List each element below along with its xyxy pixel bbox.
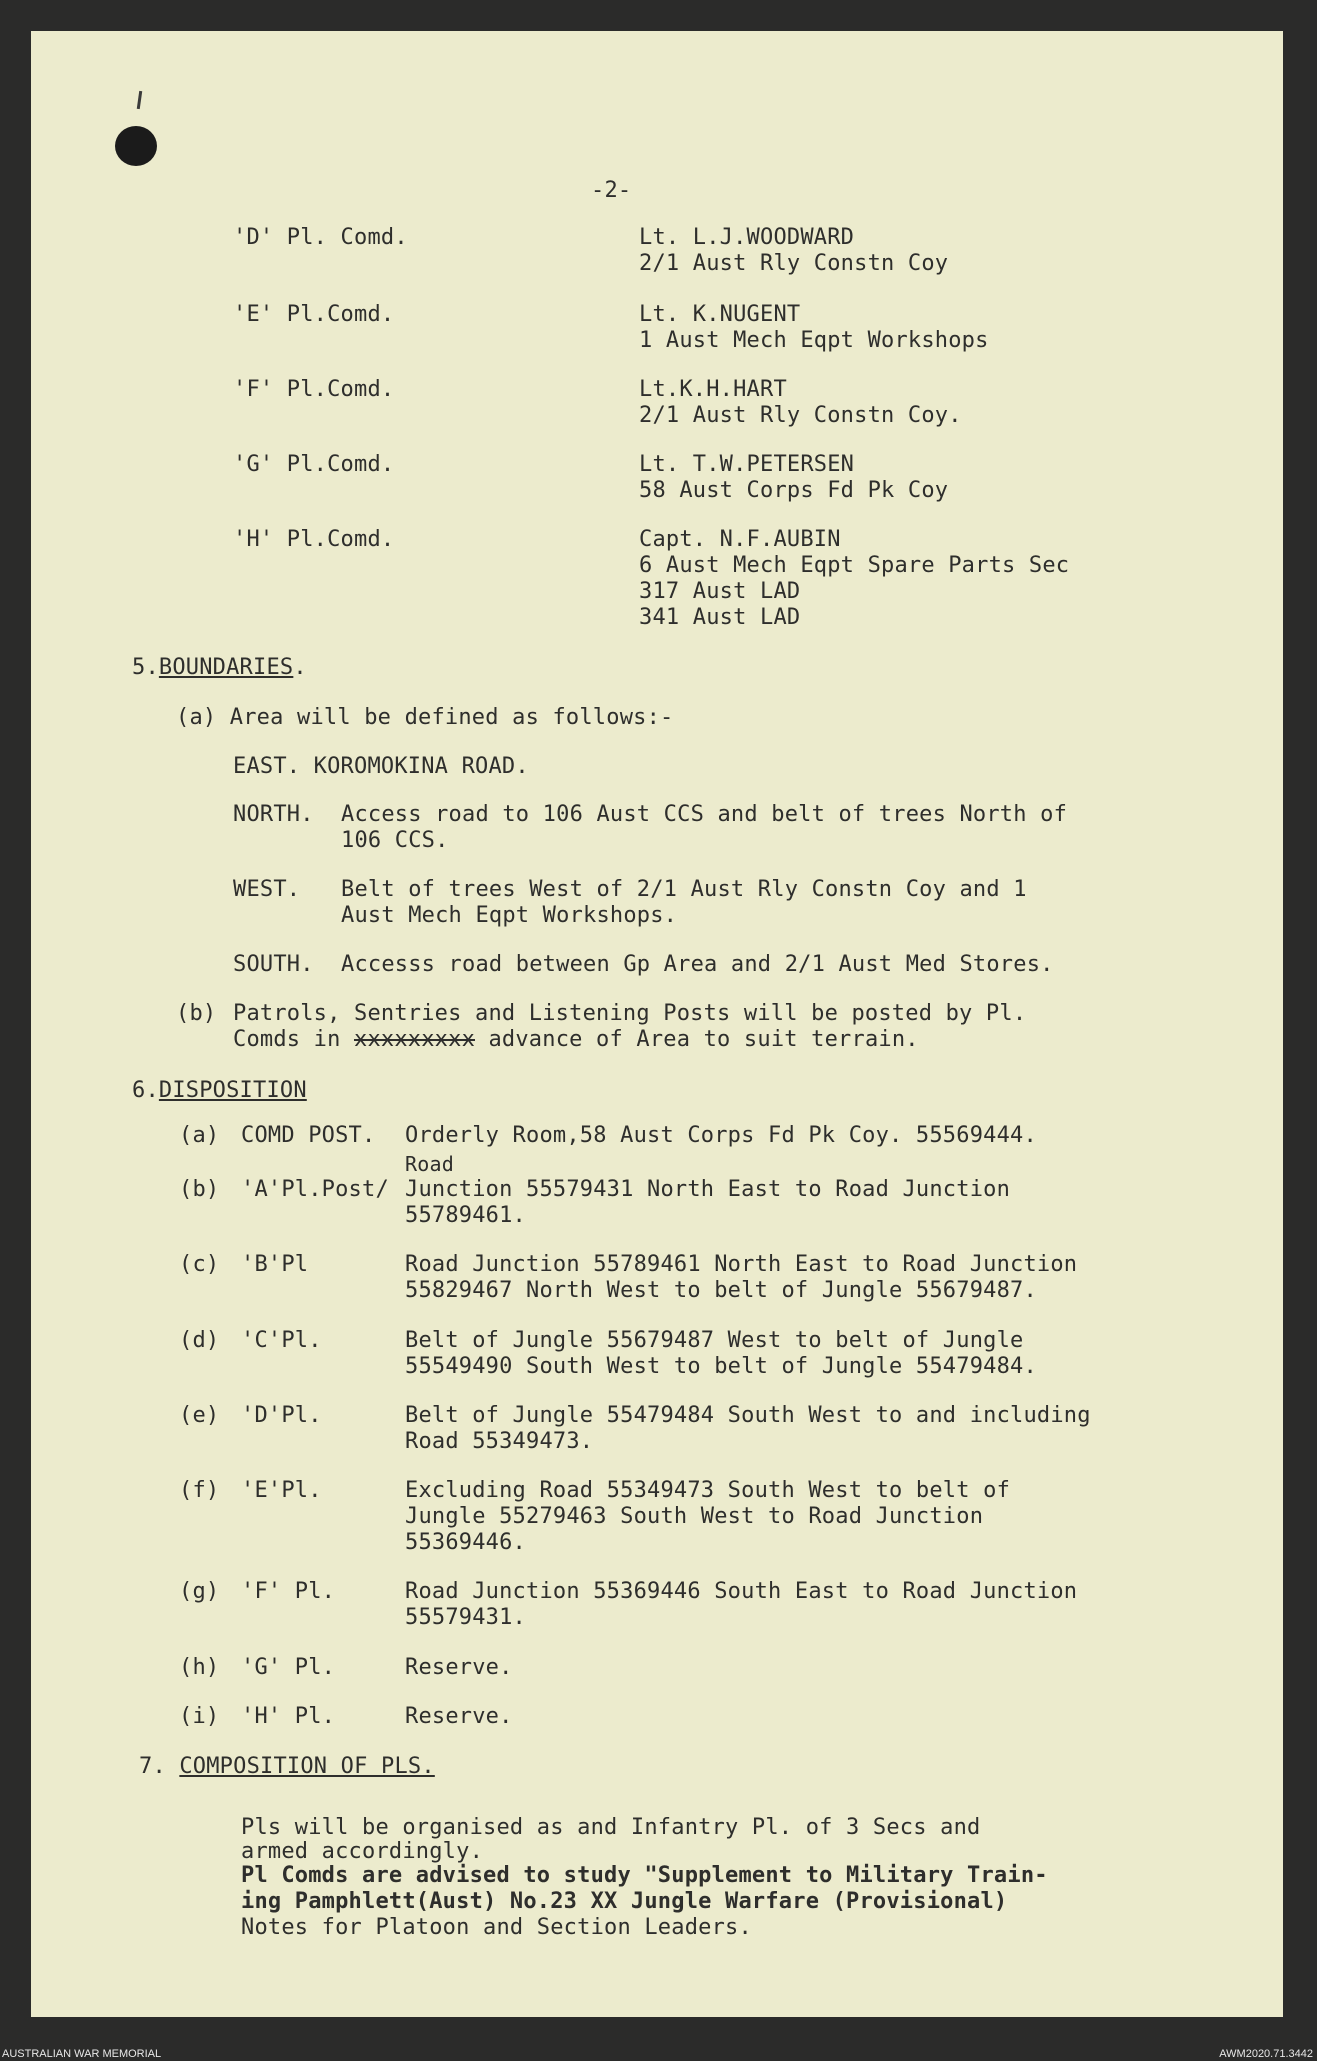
disposition-c-line-2: 55829467 North West to belt of Jungle 55679487. — [405, 1278, 1037, 1303]
disposition-h-line-1: Reserve. — [405, 1655, 513, 1680]
boundaries-b-line-2: Comds in xxxxxxxxx advance of Area to suit terrain. — [233, 1027, 919, 1052]
disposition-d-label: 'C'Pl. — [241, 1328, 322, 1353]
boundary-north-line-1: Access road to 106 Aust CCS and belt of trees North of — [341, 802, 1068, 827]
boundary-west-line-1: Belt of trees West of 2/1 Aust Rly Constn Coy and 1 — [341, 877, 1027, 902]
commander-d-line-1: Lt. L.J.WOODWARD — [639, 225, 855, 250]
document-page — [31, 31, 1283, 2017]
disposition-i-line-1: Reserve. — [405, 1704, 513, 1729]
section-6-title: DISPOSITION — [158, 1078, 307, 1103]
boundary-north-label: NORTH. — [233, 802, 314, 827]
disposition-c-line-1: Road Junction 55789461 North East to Road Junction — [405, 1252, 1078, 1277]
boundaries-b-marker: (b) — [176, 1001, 217, 1026]
commander-label-d: 'D' Pl. Comd. — [233, 225, 408, 250]
composition-line-1: Pls will be organised as and Infantry Pl. of 3 Secs and — [241, 1815, 981, 1840]
disposition-b-label: 'A'Pl.Post/ — [241, 1177, 389, 1202]
disposition-a-label: COMD POST. — [241, 1123, 376, 1148]
page-number: -2- — [591, 178, 632, 203]
disposition-h-label: 'G' Pl. — [241, 1655, 336, 1680]
commander-e-line-2: 1 Aust Mech Eqpt Workshops — [639, 328, 989, 353]
footer-reference: AWM2020.71.3442 — [1219, 2048, 1313, 2060]
commander-label-g: 'G' Pl.Comd. — [233, 452, 395, 477]
disposition-f-line-2: Jungle 55279463 South West to Road Junction — [405, 1504, 984, 1529]
disposition-d-line-1: Belt of Jungle 55679487 West to belt of Jungle — [405, 1328, 1024, 1353]
commander-e-line-1: Lt. K.NUGENT — [639, 302, 801, 327]
boundaries-a-text: (a) Area will be defined as follows:- — [176, 705, 674, 730]
disposition-a-line-1: Orderly Room,58 Aust Corps Fd Pk Coy. 55569444. — [405, 1123, 1037, 1148]
composition-line-4: ing Pamphlett(Aust) No.23 XX Jungle Warfare (Provisional) — [241, 1889, 1008, 1914]
disposition-f-line-1: Excluding Road 55349473 South West to belt of — [405, 1478, 1011, 1503]
disposition-b-line-1: Junction 55579431 North East to Road Junction — [405, 1177, 1011, 1202]
section-7-title: COMPOSITION OF PLS. — [179, 1754, 435, 1779]
pencil-mark — [137, 91, 142, 109]
commander-d-line-2: 2/1 Aust Rly Constn Coy — [639, 251, 949, 276]
disposition-e-label: 'D'Pl. — [241, 1403, 322, 1428]
disposition-e-line-2: Road 55349473. — [405, 1429, 594, 1454]
disposition-b-line-2: 55789461. — [405, 1203, 527, 1228]
disposition-c-label: 'B'Pl — [241, 1252, 309, 1277]
disposition-i-marker: (i) — [179, 1704, 220, 1729]
section-5-title: BOUNDARIES — [158, 655, 294, 680]
composition-line-3: Pl Comds are advised to study "Supplement to Military Train- — [241, 1863, 1048, 1888]
footer-institution: AUSTRALIAN WAR MEMORIAL — [2, 2048, 162, 2060]
section-6-heading — [132, 1078, 307, 1104]
section-6-number: 6. — [132, 1078, 159, 1103]
typed-over-word: xxxxxxxxx — [354, 1027, 476, 1052]
disposition-e-marker: (e) — [179, 1403, 220, 1428]
commander-h-line-2: 6 Aust Mech Eqpt Spare Parts Sec — [639, 553, 1070, 578]
disposition-i-label: 'H' Pl. — [241, 1704, 336, 1729]
commander-f-line-2: 2/1 Aust Rly Constn Coy. — [639, 403, 962, 428]
disposition-a-marker: (a) — [179, 1123, 220, 1148]
disposition-g-line-1: Road Junction 55369446 South East to Road Junction — [405, 1579, 1078, 1604]
punch-hole — [115, 126, 157, 166]
boundary-south-text: Accesss road between Gp Area and 2/1 Aust Med Stores. — [341, 952, 1054, 977]
section-5-number: 5. — [132, 655, 159, 680]
section-5-heading: 5.BOUNDARIES. — [132, 655, 307, 680]
composition-line-2: armed accordingly. — [241, 1839, 484, 1864]
disposition-c-marker: (c) — [179, 1252, 220, 1277]
disposition-f-marker: (f) — [179, 1478, 220, 1503]
disposition-f-label: 'E'Pl. — [241, 1478, 322, 1503]
boundary-east: EAST. KOROMOKINA ROAD. — [233, 754, 529, 779]
disposition-d-line-2: 55549490 South West to belt of Jungle 55479484. — [405, 1354, 1037, 1379]
boundary-west-line-2: Aust Mech Eqpt Workshops. — [341, 903, 678, 928]
disposition-d-marker: (d) — [179, 1328, 220, 1353]
commander-f-line-1: Lt.K.H.HART — [639, 377, 787, 402]
disposition-e-line-1: Belt of Jungle 55479484 South West to and including — [405, 1403, 1091, 1428]
commander-label-h: 'H' Pl.Comd. — [233, 527, 395, 552]
disposition-b-insert: Road — [405, 1152, 454, 1176]
disposition-g-marker: (g) — [179, 1579, 220, 1604]
boundaries-b-line-1: Patrols, Sentries and Listening Posts will be posted by Pl. — [233, 1001, 1027, 1026]
commander-g-line-2: 58 Aust Corps Fd Pk Coy — [639, 478, 949, 503]
composition-line-5: Notes for Platoon and Section Leaders. — [241, 1915, 752, 1940]
commander-h-line-4: 341 Aust LAD — [639, 605, 801, 630]
section-7-heading — [139, 1754, 435, 1780]
disposition-b-marker: (b) — [179, 1177, 220, 1202]
disposition-f-line-3: 55369446. — [405, 1530, 527, 1555]
boundary-west-label: WEST. — [233, 877, 301, 902]
commander-h-line-1: Capt. N.F.AUBIN — [639, 527, 841, 552]
boundary-south-label: SOUTH. — [233, 952, 314, 977]
disposition-g-line-2: 55579431. — [405, 1605, 527, 1630]
boundary-north-line-2: 106 CCS. — [341, 828, 449, 853]
section-7-number: 7. — [139, 1754, 166, 1779]
commander-label-f: 'F' Pl.Comd. — [233, 377, 395, 402]
disposition-g-label: 'F' Pl. — [241, 1579, 336, 1604]
commander-g-line-1: Lt. T.W.PETERSEN — [639, 452, 855, 477]
commander-label-e: 'E' Pl.Comd. — [233, 302, 395, 327]
disposition-h-marker: (h) — [179, 1655, 220, 1680]
commander-h-line-3: 317 Aust LAD — [639, 579, 801, 604]
